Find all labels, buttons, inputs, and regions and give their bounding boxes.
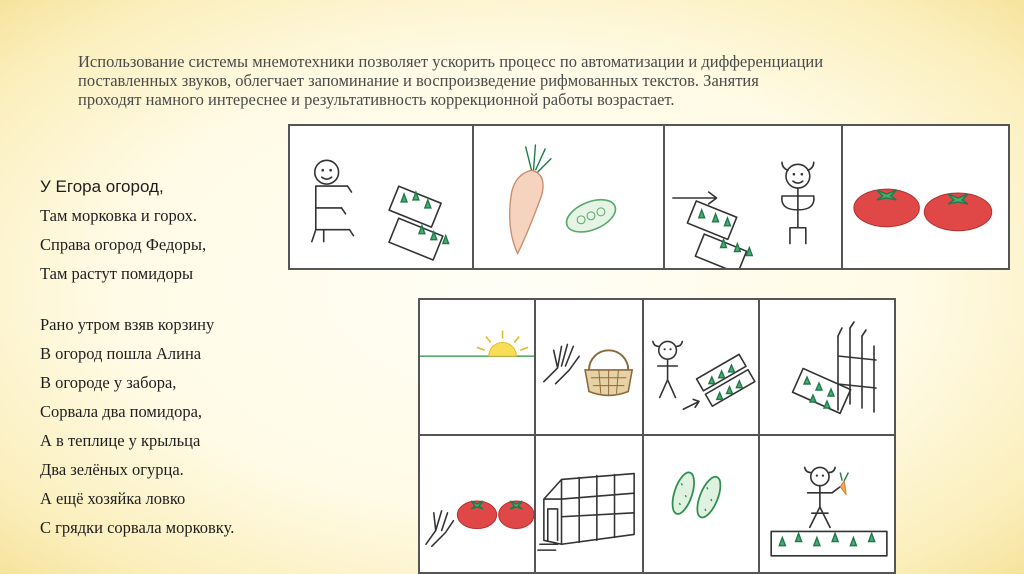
poem-egor: [40, 172, 206, 288]
poem-line: В огород пошла Алина: [40, 344, 202, 363]
hand-basket-icon: [536, 300, 642, 434]
poem-line: А в теплице у крыльца: [40, 431, 201, 450]
arrow-fedora-garden-icon: [665, 126, 842, 268]
hand-tomatoes-icon: [420, 436, 534, 572]
mnemo-cell: [760, 436, 894, 572]
greenhouse-icon: [536, 436, 642, 572]
mnemo-cell: [536, 436, 644, 572]
poem-line: У Егора огород,: [40, 177, 164, 196]
mnemo-cell: [644, 300, 760, 436]
intro-line: поставленных звуков, облегчает запоминание и воспроизведение рифмованных текстов. Занятия: [78, 71, 759, 90]
poem-alina: [40, 310, 234, 542]
mnemo-cell: [420, 300, 536, 436]
sunrise-icon: [420, 300, 534, 434]
carrot-and-peas-icon: [474, 126, 662, 268]
mnemo-cell: [474, 126, 664, 268]
poem-line: Там растут помидоры: [40, 264, 194, 283]
poem-line: Там морковка и горох.: [40, 206, 197, 225]
mnemo-cell: [665, 126, 844, 268]
mnemo-cell: [290, 126, 474, 268]
mnemo-cell: [843, 126, 1008, 268]
mnemo-cell: [420, 436, 536, 572]
cucumbers-icon: [644, 436, 758, 572]
girl-carrot-bed-icon: [760, 436, 894, 572]
intro-line: Использование системы мнемотехники позволяет ускорить процесс по автоматизации и дифференциации: [78, 52, 824, 71]
egor-garden-icon: [290, 126, 472, 268]
poem-line: С грядки сорвала морковку.: [40, 518, 235, 537]
poem-line: А ещё хозяйка ловко: [40, 489, 186, 508]
mnemo-cell: [644, 436, 760, 572]
poem-line: Справа огород Федоры,: [40, 235, 207, 254]
mnemo-strip-egor: [288, 124, 1010, 270]
poem-line: Два зелёных огурца.: [40, 460, 184, 479]
poem-line: В огороде у забора,: [40, 373, 177, 392]
girl-garden-icon: [644, 300, 758, 434]
tomatoes-icon: [843, 126, 1008, 268]
intro-line: проходят намного интереснее и результативность коррекционной работы возрастает.: [78, 90, 675, 109]
poem-line: Сорвала два помидора,: [40, 402, 203, 421]
mnemo-cell: [536, 300, 644, 436]
mnemo-grid-alina: [418, 298, 896, 574]
fence-garden-icon: [760, 300, 894, 434]
poem-line: Рано утром взяв корзину: [40, 315, 215, 334]
intro-paragraph: [78, 52, 958, 109]
mnemo-cell: [760, 300, 894, 436]
